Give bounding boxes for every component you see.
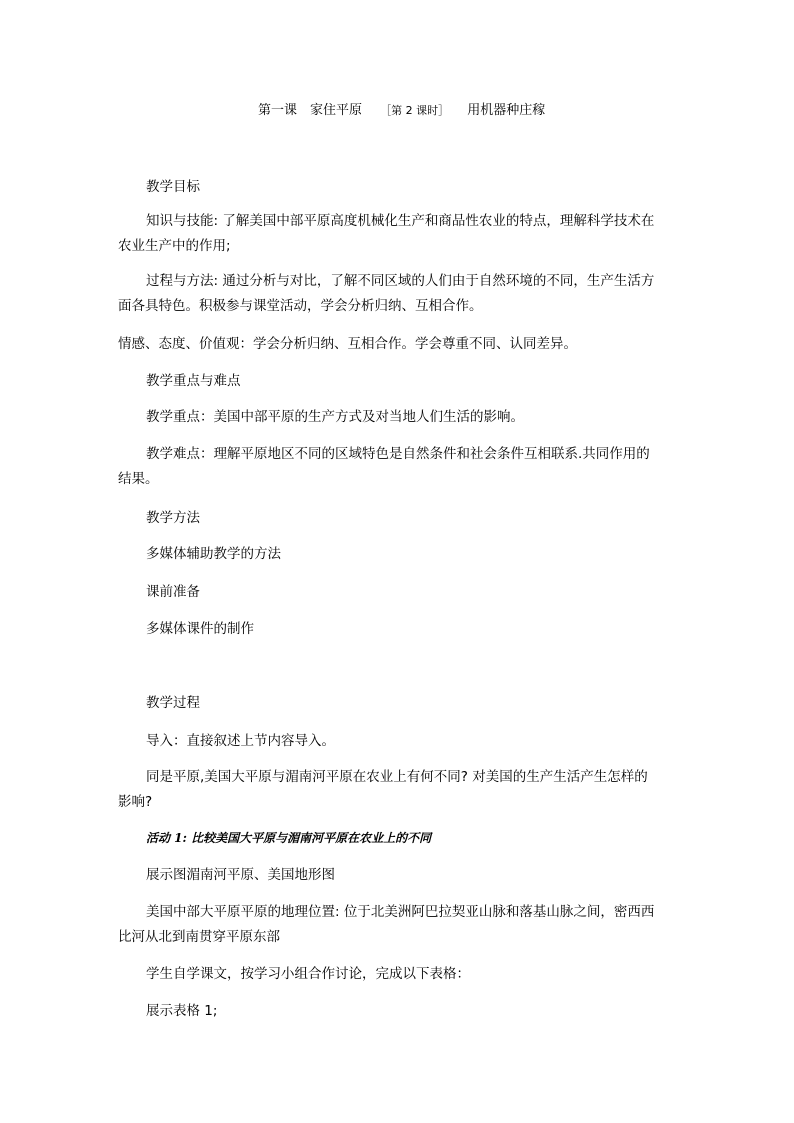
lesson-title-period: ［第 2 课时］ [380, 104, 450, 117]
lesson-title [258, 102, 545, 120]
show-table-text: 展示表格 1; [146, 1003, 218, 1019]
intro-text: 导入：直接叙述上节内容导入。 [146, 733, 335, 749]
question-line2: 影响? [118, 794, 153, 810]
objective-knowledge-line1: 知识与技能: 了解美国中部平原高度机械化生产和商品性农业的特点，理解科学技术在 [146, 213, 655, 229]
location-line1: 美国中部大平原平原的地理位置: 位于北美洲阿巴拉契亚山脉和落基山脉之间，密西西 [146, 904, 655, 920]
preparation-text: 多媒体课件的制作 [146, 621, 254, 637]
objective-process-line2: 面各具特色。积极参与课堂活动，学会分析归纳、互相合作。 [118, 298, 483, 314]
objective-emotion: 情感、态度、价值观：学会分析归纳、互相合作。学会尊重不同、认同差异。 [118, 336, 577, 352]
self-study-text: 学生自学课文，按学习小组合作讨论，完成以下表格： [146, 966, 470, 982]
focus-difficult-line2: 结果。 [118, 471, 159, 487]
heading-method: 教学方法 [146, 510, 200, 526]
focus-difficult-line1: 教学难点：理解平原地区不同的区域特色是自然条件和社会条件互相联系.共同作用的 [146, 446, 650, 462]
lesson-title-topic: 用机器种庄稼 [467, 103, 546, 118]
activity-1-heading: 活动 1: 比较美国大平原与湄南河平原在农业上的不同 [146, 831, 432, 845]
location-line2: 比河从北到南贯穿平原东部 [118, 929, 280, 945]
show-maps-text: 展示图湄南河平原、美国地形图 [146, 867, 335, 883]
objective-process-line1: 过程与方法: 通过分析与对比，了解不同区域的人们由于自然环境的不同，生产生活方 [146, 273, 655, 289]
heading-preparation: 课前准备 [146, 584, 200, 600]
heading-process: 教学过程 [146, 695, 200, 711]
question-line1: 同是平原,美国大平原与湄南河平原在农业上有何不同? 对美国的生产生活产生怎样的 [146, 769, 648, 785]
focus-key-point: 教学重点：美国中部平原的生产方式及对当地人们生活的影响。 [146, 409, 524, 425]
objective-knowledge-line2: 农业生产中的作用; [118, 238, 231, 254]
method-text: 多媒体辅助教学的方法 [146, 546, 281, 562]
heading-objectives: 教学目标 [146, 179, 200, 195]
heading-focus: 教学重点与难点 [146, 373, 241, 389]
lesson-title-part1: 第一课 家住平原 [258, 103, 363, 118]
